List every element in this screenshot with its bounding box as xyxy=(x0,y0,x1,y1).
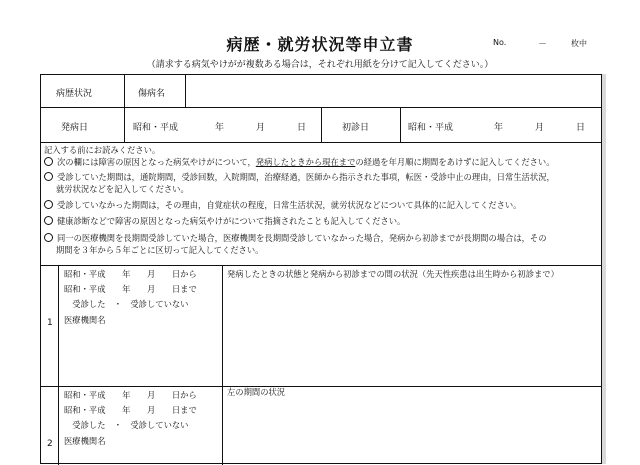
divider xyxy=(58,265,59,465)
bullet-circle-icon xyxy=(44,200,53,209)
period-detail-heading: 左の期間の状況 xyxy=(227,387,286,397)
period-detail-field[interactable] xyxy=(224,267,598,384)
divider xyxy=(222,265,223,465)
period-from: 昭和・平成 年 月 日から xyxy=(64,390,197,400)
divider xyxy=(40,142,602,143)
period-from: 昭和・平成 年 月 日から xyxy=(64,269,197,279)
bullet-circle-icon xyxy=(44,157,53,166)
clinic-name-label: 医療機関名 xyxy=(64,315,106,325)
instruction-item: 受診していた期間は，通院期間，受診回数，入院期間，治療経過，医師から指示された事項，転医・受診中止の理由，日常生活状況， xyxy=(44,172,555,183)
bullet-circle-icon xyxy=(44,172,53,181)
divider xyxy=(124,107,125,142)
first-visit-era: 昭和・平成 xyxy=(408,123,454,133)
instruction-continuation: 期間を３年から５年ごとに区切って記入してください。 xyxy=(56,245,264,255)
disease-name-label: 傷病名 xyxy=(138,89,166,99)
sheet-number-label: No. xyxy=(493,38,507,47)
divider xyxy=(185,74,186,107)
visit-status-choice: 受診した ・ 受診していない xyxy=(64,420,189,430)
divider xyxy=(400,107,401,142)
onset-year-unit: 年 xyxy=(215,123,225,133)
divider xyxy=(40,386,602,387)
first-visit-month-unit: 月 xyxy=(535,123,545,133)
visit-status-choice: 受診した ・ 受診していない xyxy=(64,299,189,309)
onset-era: 昭和・平成 xyxy=(133,123,179,133)
period-detail-field[interactable] xyxy=(224,388,598,453)
onset-date-field[interactable] xyxy=(126,110,319,140)
first-visit-date-field[interactable] xyxy=(402,110,598,140)
divider xyxy=(40,265,602,266)
period-to: 昭和・平成 年 月 日まで xyxy=(64,405,197,415)
document-subtitle: （請求する病気やけがが複数ある場合は，それぞれ用紙を分けて記入してください。） xyxy=(146,60,494,70)
instruction-item: 同一の医療機関を長期間受診していた場合，医療機関を長期間受診していなかった場合，発病から初診までが長期間の場合は，その xyxy=(44,233,547,244)
onset-date-label: 発病日 xyxy=(61,123,89,133)
sheet-number-dash: － xyxy=(538,40,548,50)
period-date-field[interactable] xyxy=(62,267,220,384)
instruction-item: 次の欄には障害の原因となった病気やけがについて，発病したときから現在までの経過を年月順に期間をあけずに記入してください。 xyxy=(44,157,555,168)
instruction-item: 健康診断などで障害の原因となった病気やけがについて指摘されたことも記入してください。 xyxy=(44,216,405,227)
bullet-circle-icon xyxy=(44,233,53,242)
instructions-heading: 記入する前にお読みください。 xyxy=(44,145,161,155)
divider xyxy=(124,74,125,107)
total-sheets-label: 枚中 xyxy=(571,39,587,48)
onset-day-unit: 日 xyxy=(297,123,307,133)
period-number: 1 xyxy=(47,318,53,328)
period-date-field[interactable] xyxy=(62,388,220,453)
history-status-label: 病歴状況 xyxy=(56,89,93,99)
bullet-circle-icon xyxy=(44,216,53,225)
first-visit-label: 初診日 xyxy=(342,123,370,133)
period-detail-heading: 発病したときの状態と発病から初診までの間の状況（先天性疾患は出生時から初診まで） xyxy=(227,269,559,279)
first-visit-day-unit: 日 xyxy=(576,123,586,133)
divider xyxy=(321,107,322,142)
onset-month-unit: 月 xyxy=(256,123,266,133)
instruction-item: 受診していなかった期間は，その理由，自覚症状の程度，日常生活状況，就労状況などについて具体的に記入してください。 xyxy=(44,200,521,211)
disease-name-field[interactable] xyxy=(190,78,596,104)
period-number: 2 xyxy=(47,439,53,449)
document-title: 病歴・就労状況等申立書 xyxy=(226,35,414,54)
instruction-continuation: 就労状況などを記入してください。 xyxy=(56,184,189,194)
first-visit-year-unit: 年 xyxy=(494,123,504,133)
clinic-name-label: 医療機関名 xyxy=(64,436,106,446)
period-to: 昭和・平成 年 月 日まで xyxy=(64,284,197,294)
page-shadow xyxy=(602,74,606,464)
